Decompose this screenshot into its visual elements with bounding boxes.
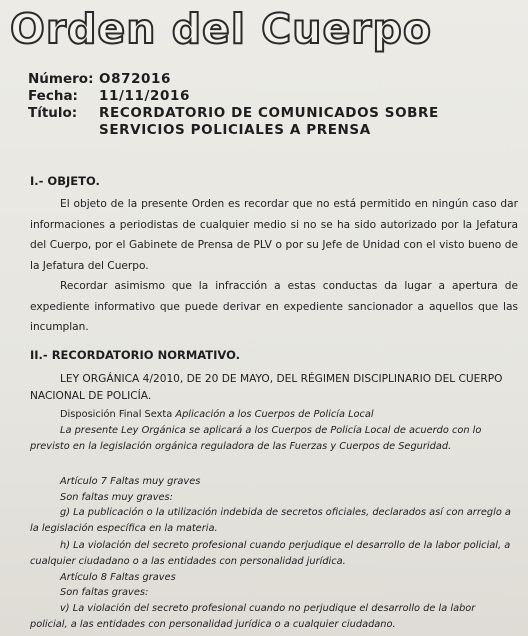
- numero-value: O872016: [99, 71, 172, 87]
- numero-label: Número:: [28, 71, 94, 87]
- section-heading-recordatorio: II.- RECORDATORIO NORMATIVO.: [30, 348, 240, 362]
- document-meta: [28, 71, 519, 139]
- article-8-title: Artículo 8 Faltas graves: [60, 572, 176, 583]
- article-7-subtitle: Son faltas muy graves:: [60, 492, 173, 503]
- disposition-text: La presente Ley Orgánica se aplicará a los Cuerpos de Policía Local de acuerdo con lo previsto en la legislación orgánica reguladora de las Fuerzas y Cuerpos de Seguridad.: [30, 425, 482, 452]
- disposition-title: Aplicación a los Cuerpos de Policía Local: [175, 409, 374, 420]
- disposition-heading: [30, 407, 516, 423]
- objeto-paragraph-2: Recordar asimismo que la infracción a estas conductas da lugar a apertura de expediente informativo que puede derivar en expediente sancionador a aquellos que las incumplan.: [30, 280, 518, 333]
- fecha-value: 11/11/2016: [99, 88, 191, 104]
- law-title: LEY ORGÁNICA 4/2010, DE 20 DE MAYO, DEL RÉGIMEN DISCIPLINARIO DEL CUERPO NACIONAL DE POLICÍA.: [30, 373, 503, 402]
- meta-row-numero: [28, 71, 519, 88]
- titulo-label: Título:: [28, 105, 78, 121]
- fecha-label: Fecha:: [28, 88, 78, 104]
- objeto-paragraph-1: El objeto de la presente Orden es recordar que no está permitido en ningún caso dar informaciones a periodistas de cualquier medio si no se ha sido autorizado por la Jefatura del Cuerpo, por el Gabinete de Prensa de PLV o por su Jefe de Unidad con el visto bueno de la Jefatura del Cuerpo.: [30, 198, 518, 272]
- article-7-title: Artículo 7 Faltas muy graves: [60, 476, 201, 487]
- meta-row-fecha: [28, 88, 519, 105]
- meta-row-titulo: [28, 105, 519, 139]
- article-7-item-h: h) La violación del secreto profesional cuando perjudique el desarrollo de la labor policial, a cualquier ciudadano o a las entidades con personalidad jurídica.: [30, 540, 511, 567]
- titulo-value: RECORDATORIO DE COMUNICADOS SOBRE SERVICIOS POLICIALES A PRENSA: [99, 105, 439, 138]
- article-8-subtitle: Son faltas graves:: [60, 587, 149, 598]
- disposition-prefix: Disposición Final Sexta: [60, 409, 173, 420]
- section-heading-objeto: I.- OBJETO.: [30, 174, 100, 188]
- article-7-item-g: g) La publicación o la utilización indebida de secretos oficiales, declarados así con arreglo a la legislación específica en la materia.: [30, 507, 511, 534]
- article-8-item-v: v) La violación del secreto profesional cuando no perjudique el desarrollo de la labor policial, a las entidades con personalidad jurídica o a cualquier ciudadano.: [30, 603, 476, 630]
- masthead-title: Orden del Cuerpo: [10, 5, 432, 53]
